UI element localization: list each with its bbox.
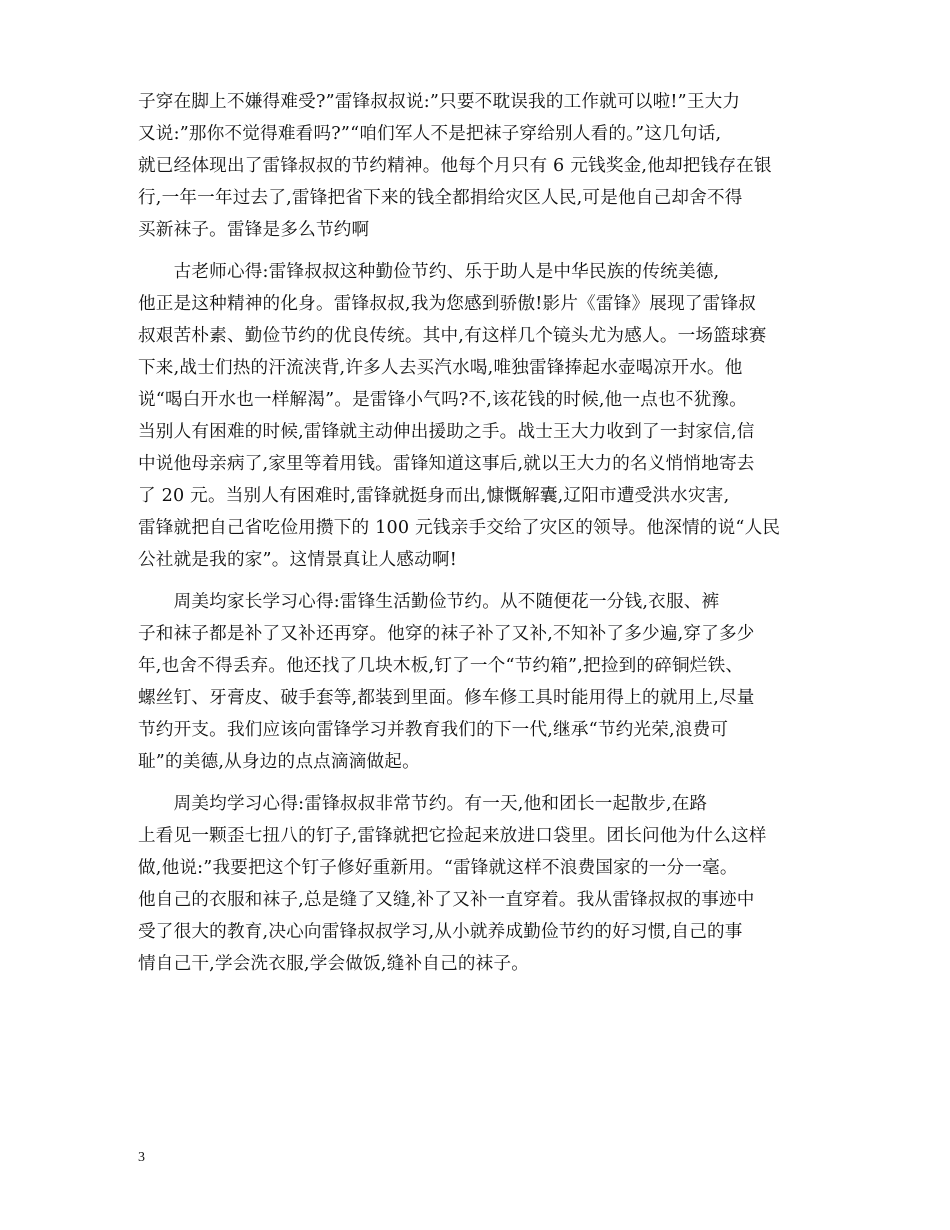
text-line: 雷锋就把自己省吃俭用攒下的 100 元钱亲手交给了灾区的领导。他深情的说“人民 [138, 518, 781, 538]
text-line: 年,也舍不得丢弃。他还找了几块木板,钉了一个“节约箱”,把捡到的碎铜烂铁、 [138, 656, 744, 676]
paragraph-start-line: 古老师心得:雷锋叔叔这种勤俭节约、乐于助人是中华民族的传统美德, [138, 262, 720, 282]
text-line: 子和袜子都是补了又补还再穿。他穿的袜子补了又补,不知补了多少遍,穿了多少 [138, 624, 755, 644]
text-line: 下来,战士们热的汗流浃背,许多人去买汽水喝,唯独雷锋捧起水壶喝凉开水。他 [138, 358, 743, 378]
text-line: 买新袜子。雷锋是多么节约啊 [138, 220, 370, 240]
text-line: 耻”的美德,从身边的点点滴滴做起。 [138, 752, 420, 772]
text-line: 螺丝钉、牙膏皮、破手套等,都装到里面。修车修工具时能用得上的就用上,尽量 [138, 688, 755, 708]
text-line: 上看见一颗歪七扭八的钉子,雷锋就把它捡起来放进口袋里。团长问他为什么这样 [138, 826, 767, 846]
text-line: 行,一年一年过去了,雷锋把省下来的钱全都捐给灾区人民,可是他自己却舍不得 [138, 188, 743, 208]
text-line: 他自己的衣服和袜子,总是缝了又缝,补了又补一直穿着。我从雷锋叔叔的事迹中 [138, 890, 755, 910]
text-line: 情自己干,学会洗衣服,学会做饭,缝补自己的袜子。 [138, 954, 530, 974]
text-line: 当别人有困难的时候,雷锋就主动伸出援助之手。战士王大力收到了一封家信,信 [138, 422, 755, 442]
text-line: 叔艰苦朴素、勤俭节约的优良传统。其中,有这样几个镜头尤为感人。一场篮球赛 [138, 326, 767, 346]
body-text [138, 86, 824, 980]
text-line: 公社就是我的家”。这情景真让人感动啊! [138, 550, 457, 570]
paragraph-start-line: 周美均学习心得:雷锋叔叔非常节约。有一天,他和团长一起散步,在路 [138, 794, 708, 814]
text-line: 就已经体现出了雷锋叔叔的节约精神。他每个月只有 6 元钱奖金,他却把钱存在银 [138, 156, 772, 176]
text-line: 节约开支。我们应该向雷锋学习并教育我们的下一代,继承“节约光荣,浪费可 [138, 720, 729, 740]
text-line: 受了很大的教育,决心向雷锋叔叔学习,从小就养成勤俭节约的好习惯,自己的事 [138, 922, 743, 942]
text-line: 做,他说:”我要把这个钉子修好重新用。“雷锋就这样不浪费国家的一分一毫。 [138, 858, 738, 878]
text-line: 又说:”那你不觉得难看吗?”“咱们军人不是把袜子穿给别人看的。”这几句话, [138, 124, 722, 144]
text-line: 子穿在脚上不嫌得难受?”雷锋叔叔说:”只要不耽误我的工作就可以啦!”王大力 [138, 92, 741, 112]
text-line: 说“喝白开水也一样解渴”。是雷锋小气吗?不,该花钱的时候,他一点也不犹豫。 [138, 390, 748, 410]
text-line: 中说他母亲病了,家里等着用钱。雷锋知道这事后,就以王大力的名义悄悄地寄去 [138, 454, 755, 474]
paragraph-start-line: 周美均家长学习心得:雷锋生活勤俭节约。从不随便花一分钱,衣服、裤 [138, 592, 720, 612]
text-line: 了 20 元。当别人有困难时,雷锋就挺身而出,慷慨解囊,辽阳市遭受洪水灾害, [138, 486, 730, 506]
page-number: 3 [138, 1150, 145, 1165]
text-line: 他正是这种精神的化身。雷锋叔叔,我为您感到骄傲!影片《雷锋》展现了雷锋叔 [138, 294, 757, 314]
